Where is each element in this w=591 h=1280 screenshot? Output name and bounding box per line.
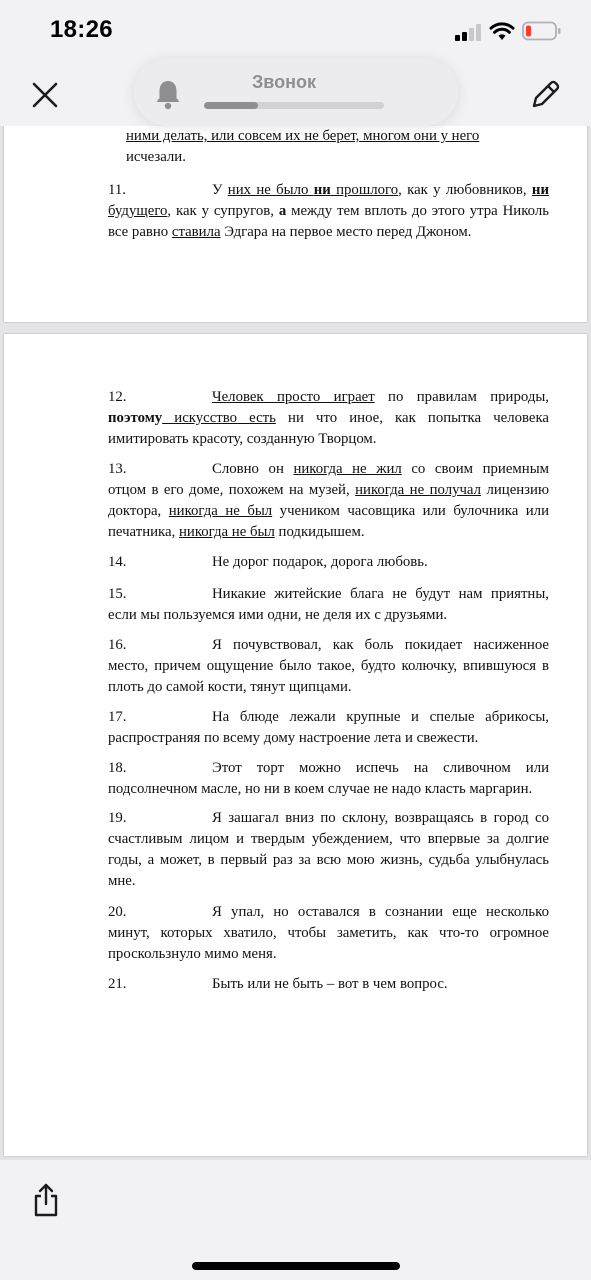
item-text: Я зашагал вниз по склону, возвращаясь в город со счастливым лицом и твердым убеждением, что впервые за долгие годы, а может, в первый раз за всю мою жизнь, судьба улыбнулась мне. [108,810,549,889]
list-item [108,707,549,749]
item-number: 13. [108,461,127,477]
item-text: Быть или не быть – вот в чем вопрос. [212,976,448,992]
item-number: 15. [108,586,127,602]
call-progress-fill [204,102,258,109]
document-page [4,334,587,1156]
status-bar [0,0,591,62]
item-text: Словно он никогда не жил со своим приемным отцом в его доме, похожем на музей, никогда не получал лицензию доктора, никогда не был учеником часовщика или булочника или печатника, никогда не был подкидышем. [108,461,550,540]
list-item [108,974,549,995]
list-item [108,459,549,543]
item-text: Я упал, но оставался в сознании еще несколько минут, которых хватило, чтобы заметить, как что-то огромное проскользнуло мимо меня. [108,904,549,962]
item-text: На блюде лежали крупные и спелые абрикосы, распространяя по всему дому настроение лета и свежести. [108,709,549,746]
call-title: Звонок [252,72,316,92]
bottom-toolbar [0,1160,591,1280]
home-indicator[interactable] [192,1262,400,1270]
pencil-icon[interactable] [526,76,564,114]
item-text: У них не было ни прошлого, как у любовников, ни будущего, как у супругов, а между тем вплоть до этого утра Николь все равно ставила Эдгара на первое место перед Джоном. [108,182,549,240]
status-time: 18:26 [50,16,113,43]
item-number: 19. [108,810,127,826]
item-text: Человек просто играет по правилам природы, поэтому искусство есть ни что иное, как попытка человека имитировать красоту, созданную Творцом. [108,389,549,447]
list-item [108,584,549,626]
cut-paragraph [108,126,549,168]
list-item [108,635,549,698]
list-item [108,808,549,892]
item-text: Этот торт можно испечь на сливочном или подсолнечном масле, но ни в коем случае не надо класть маргарин. [108,760,549,797]
item-number: 17. [108,709,127,725]
bell-icon [154,78,182,110]
list-item [108,387,549,450]
item-number: 20. [108,904,127,920]
call-banner[interactable] [134,58,458,126]
list-item [108,758,549,800]
wifi-icon [489,21,515,41]
cut-line: ними делать, или совсем их не берет, многом они у него [126,128,480,144]
item-text: Не дорог подарок, дорога любовь. [212,554,428,570]
item-number: 21. [108,976,127,992]
call-progress-bar [204,102,384,109]
cellular-signal-icon [455,23,481,41]
close-icon[interactable] [28,78,62,112]
list-item [108,180,549,243]
item-number: 18. [108,760,127,776]
item-number: 11. [108,182,126,198]
share-icon[interactable] [30,1182,62,1218]
item-number: 12. [108,389,127,405]
item-text: Я почувствовал, как боль покидает насиженное место, причем ощущение было такое, будто колючку, впившуюся в плоть до самой кости, тянут щипцами. [108,637,549,695]
item-number: 16. [108,637,127,653]
item-text: Никакие житейские блага не будут нам приятны, если мы пользуемся ими одни, не деля их с друзьями. [108,586,549,623]
cut-line-tail: исчезали. [126,149,186,165]
list-item [108,552,549,573]
document-page [4,126,587,322]
item-number: 14. [108,554,127,570]
list-item [108,902,549,965]
document-viewer[interactable] [0,126,591,1160]
battery-icon [522,21,562,41]
